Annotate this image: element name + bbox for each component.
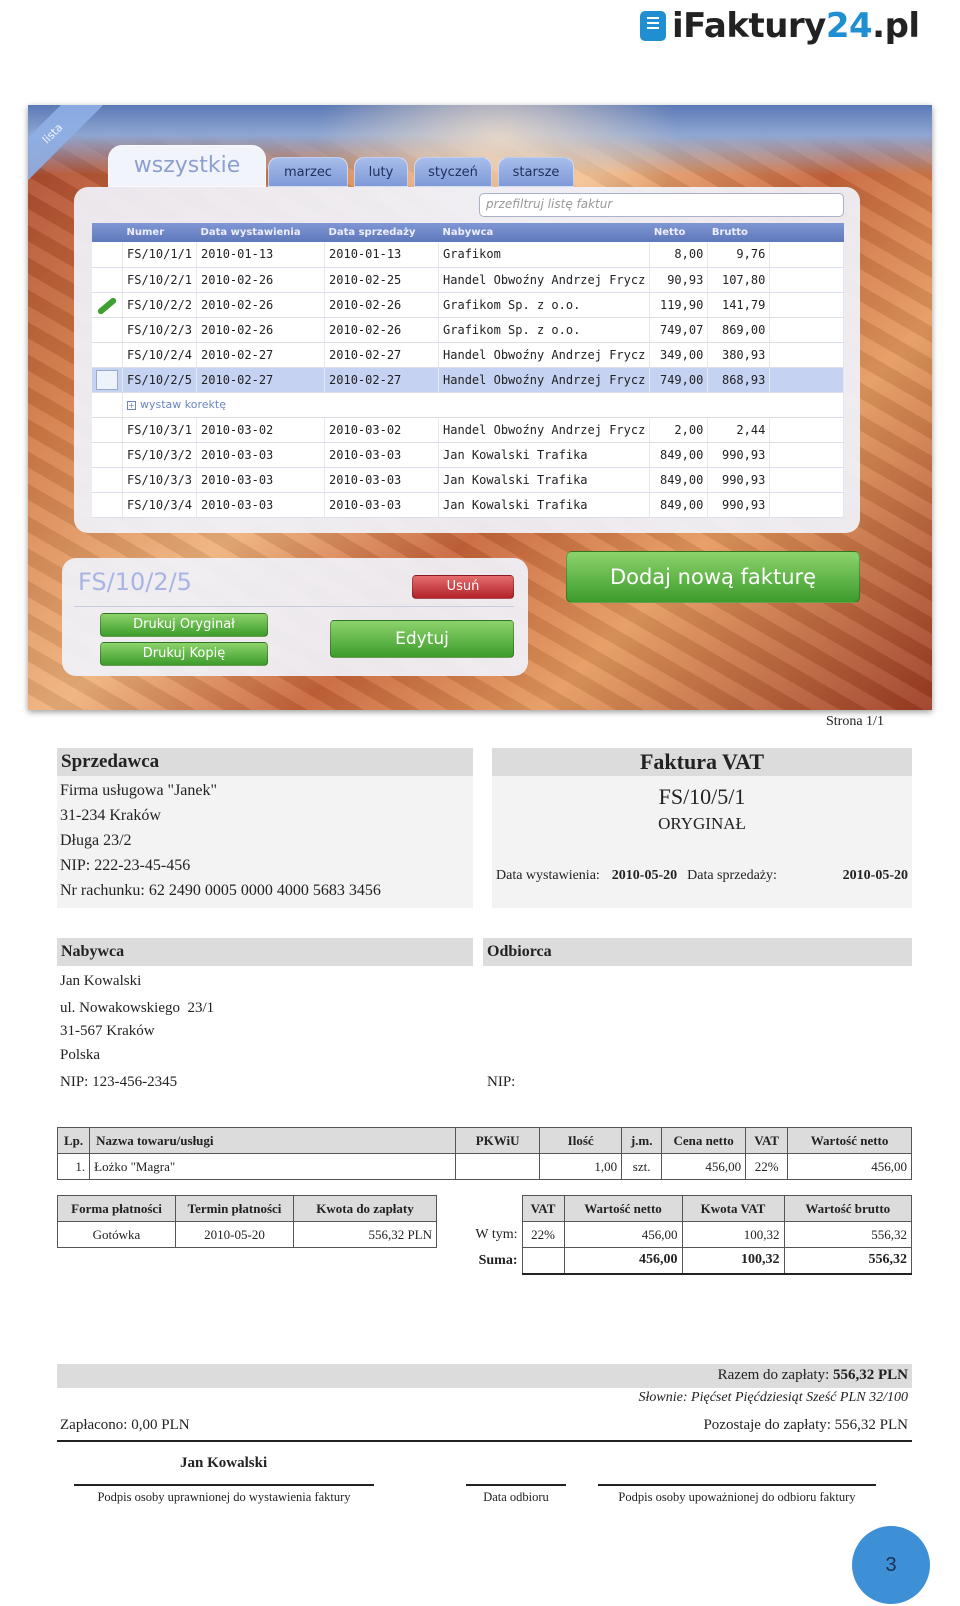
items-table: Lp. Nazwa towaru/usługi PKWiU Ilość j.m. Cena netto VAT Wartość netto 1. Łożko "Magra" 1,00 szt. 456,00 22% 456,00 — [57, 1127, 912, 1180]
seller-heading: Sprzedawca — [57, 748, 473, 776]
edit-button[interactable]: Edytuj — [330, 620, 514, 658]
payment-due: 2010-05-20 — [176, 1222, 294, 1248]
sale-date: 2010-05-20 — [842, 868, 908, 883]
issuer-signature-label: Podpis osoby uprawnionej do wystawienia faktury — [97, 1490, 351, 1504]
col-number[interactable]: Numer — [123, 223, 197, 242]
tab-march[interactable]: marzec — [268, 157, 348, 187]
table-row[interactable]: FS/10/2/3 2010-02-26 2010-02-26 Grafikom Sp. z o.o. 749,07 869,00 — [92, 317, 844, 342]
item-row: 1. Łożko "Magra" 1,00 szt. 456,00 22% 456,00 — [58, 1154, 912, 1180]
logo-text: iFaktury24.pl — [672, 6, 920, 46]
page-number-badge: 3 — [852, 1526, 930, 1604]
page-indicator: Strona 1/1 — [826, 714, 884, 729]
signer-name: Jan Kowalski — [180, 1455, 268, 1471]
seller-account: Nr rachunku: 62 2490 0005 0000 4000 5683 3456 — [60, 882, 381, 899]
filter-input[interactable]: przefiltruj listę faktur — [479, 193, 844, 217]
remaining-amount: Pozostaje do zapłaty: 556,32 PLN — [703, 1417, 908, 1433]
document-dates: Data wystawienia: 2010-05-20 Data sprzedaży: 2010-05-20 — [496, 868, 908, 883]
amount-in-words: Słownie: Pięćset Pięćdziesiąt Sześć PLN 32/100 — [638, 1390, 908, 1405]
vat-summary-table: VAT Wartość netto Kwota VAT Wartość brutto W tym: 22% 456,00 100,32 556,32 Suma: 456,00 100,32 556,32 — [466, 1195, 912, 1275]
payment-amount: 556,32 PLN — [294, 1222, 437, 1248]
print-original-button[interactable]: Drukuj Oryginał — [100, 613, 268, 637]
seller-name: Firma usługowa "Janek" — [60, 782, 218, 799]
buyer-heading: Nabywca — [57, 938, 473, 966]
buyer-nip: NIP: 123-456-2345 — [60, 1074, 178, 1090]
seller-nip: NIP: 222-23-45-456 — [60, 857, 191, 874]
issue-correction-link[interactable]: wystaw korektę — [140, 398, 226, 411]
seller-city: 31-234 Kraków — [60, 807, 161, 824]
table-row-selected[interactable]: FS/10/2/5 2010-02-27 2010-02-27 Handel Obwoźny Andrzej Frycz 749,00 868,93 — [92, 367, 844, 392]
table-row[interactable]: FS/10/3/4 2010-03-03 2010-03-03 Jan Kowalski Trafika 849,00 990,93 — [92, 492, 844, 517]
document-title: Faktura VAT — [492, 748, 912, 776]
table-row[interactable]: FS/10/3/1 2010-03-02 2010-03-02 Handel Obwoźny Andrzej Frycz 2,00 2,44 — [92, 417, 844, 442]
table-row[interactable]: FS/10/3/2 2010-03-03 2010-03-03 Jan Kowalski Trafika 849,00 990,93 — [92, 442, 844, 467]
paid-amount: Zapłacono: 0,00 PLN — [60, 1417, 190, 1433]
col-buyer[interactable]: Nabywca — [439, 223, 650, 242]
table-row[interactable]: FS/10/3/3 2010-03-03 2010-03-03 Jan Kowalski Trafika 849,00 990,93 — [92, 467, 844, 492]
seller-street: Długa 23/2 — [60, 832, 132, 849]
recipient-nip: NIP: — [487, 1074, 516, 1090]
issue-date: 2010-05-20 — [611, 868, 678, 883]
selected-invoice-number: FS/10/2/5 — [78, 568, 192, 596]
document-copy-type: ORYGINAŁ — [658, 814, 746, 833]
total-to-pay: Razem do zapłaty: 556,32 PLN — [57, 1364, 912, 1388]
col-gross[interactable]: Brutto — [708, 223, 770, 242]
corner-tab-lista[interactable]: lista — [28, 105, 102, 183]
table-row[interactable]: FS/10/2/2 2010-02-26 2010-02-26 Grafikom Sp. z o.o. 119,90 141,79 — [92, 292, 844, 317]
table-row[interactable]: FS/10/2/4 2010-02-27 2010-02-27 Handel Obwoźny Andrzej Frycz 349,00 380,93 — [92, 342, 844, 367]
table-row[interactable]: FS/10/2/1 2010-02-26 2010-02-25 Handel Obwoźny Andrzej Frycz 90,93 107,80 — [92, 267, 844, 292]
tab-older[interactable]: starsze — [498, 157, 574, 187]
tab-all[interactable]: wszystkie — [108, 145, 266, 187]
receiver-signature-label: Podpis osoby upoważnionej do odbioru faktury — [618, 1490, 856, 1504]
document-number: FS/10/5/1 — [658, 784, 746, 809]
print-copy-button[interactable]: Drukuj Kopię — [100, 642, 268, 666]
buyer-name: Jan Kowalski — [60, 973, 142, 989]
expand-icon[interactable]: + — [128, 400, 135, 410]
buyer-country: Polska — [60, 1047, 101, 1063]
add-invoice-button[interactable]: Dodaj nową fakturę — [566, 551, 860, 603]
tab-february[interactable]: luty — [354, 157, 408, 187]
payment-table: Forma płatności Termin płatności Kwota do zapłaty Gotówka 2010-05-20 556,32 PLN — [57, 1195, 437, 1248]
divider — [57, 1440, 912, 1442]
tab-january[interactable]: styczeń — [414, 157, 492, 187]
delete-button[interactable]: Usuń — [412, 575, 514, 599]
recipient-heading: Odbiorca — [483, 938, 912, 966]
col-sale-date[interactable]: Data sprzedaży — [325, 223, 439, 242]
col-issue-date[interactable]: Data wystawienia — [197, 223, 325, 242]
receipt-date-label: Data odbioru — [483, 1490, 549, 1504]
table-row[interactable]: FS/10/1/1 2010-01-13 2010-01-13 Grafikom 8,00 9,76 — [92, 242, 844, 267]
payment-method: Gotówka — [58, 1222, 176, 1248]
buyer-city: 31-567 Kraków — [60, 1023, 155, 1039]
col-net[interactable]: Netto — [650, 223, 708, 242]
buyer-street: ul. Nowakowskiego 23/1 — [60, 1000, 215, 1016]
